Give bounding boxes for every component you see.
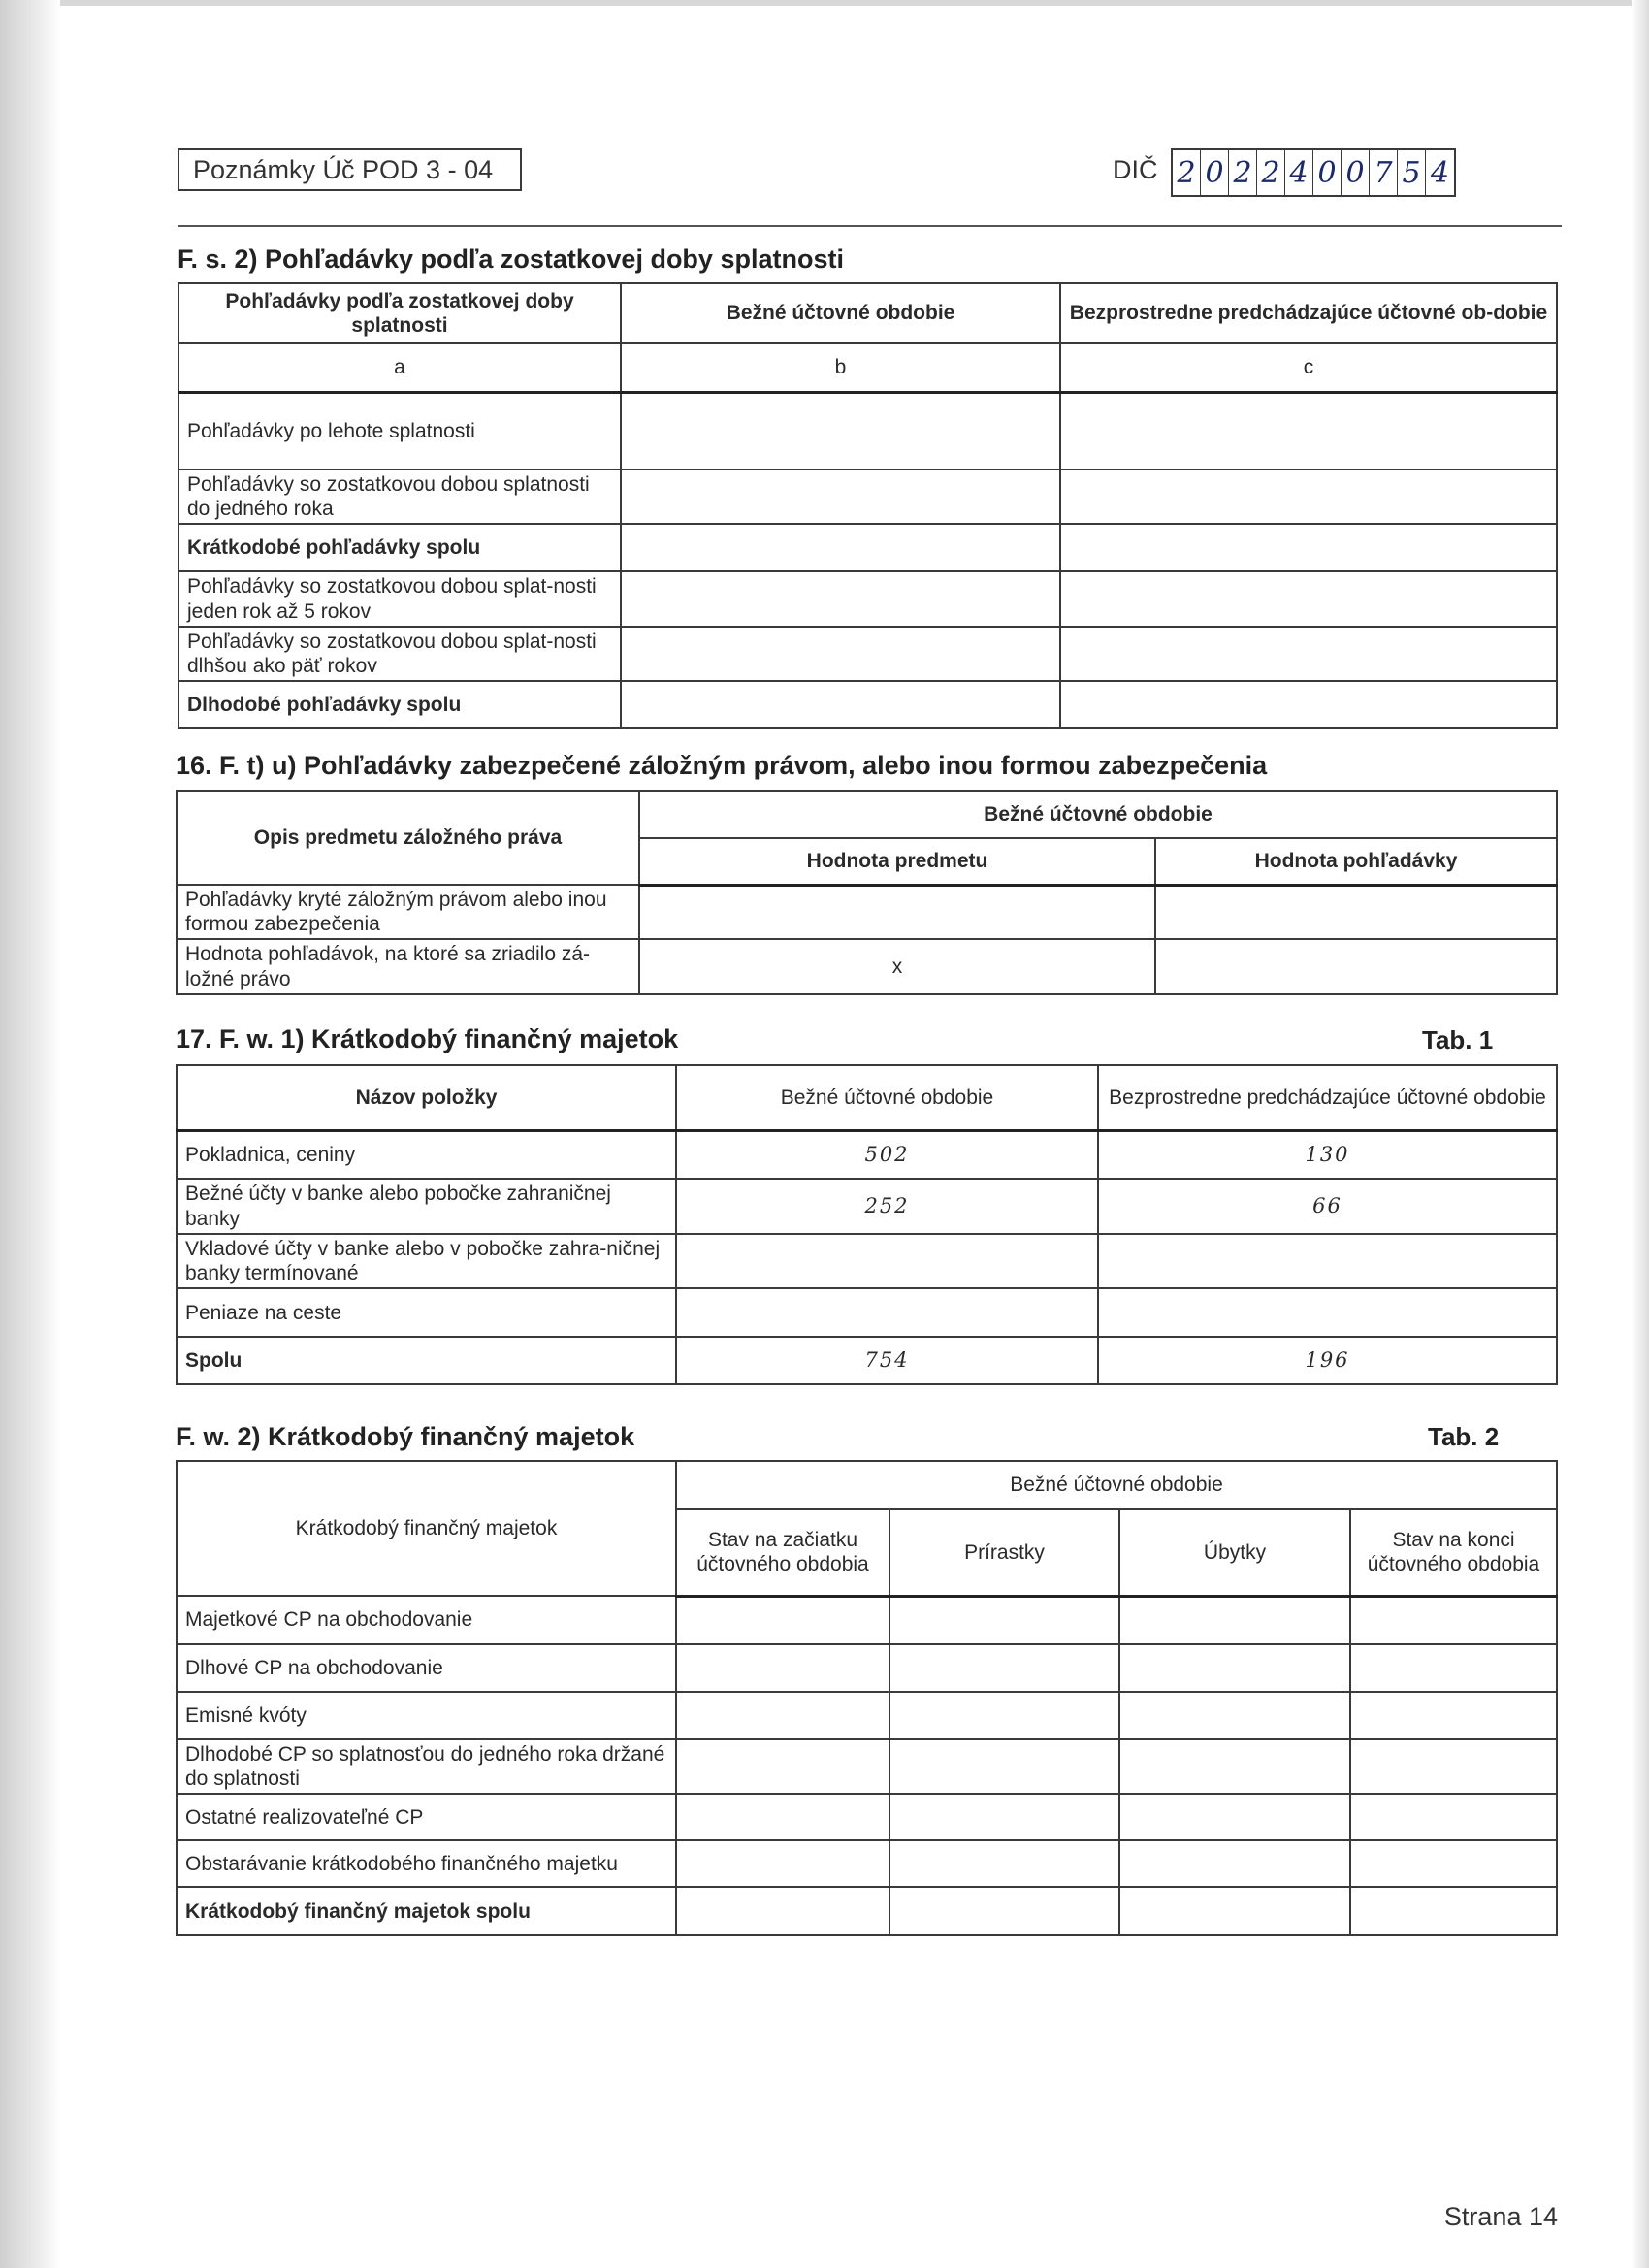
section2-title: 16. F. t) u) Pohľadávky zabezpečené záložným právom, alebo inou formou zabezpečenia xyxy=(176,751,1268,780)
page-top-edge xyxy=(0,0,1649,6)
dic-digit: 4 xyxy=(1430,155,1450,190)
cell-current[interactable]: 502 xyxy=(676,1130,1098,1179)
row-label: Pohľadávky so zostatkovou dobou splat-nosti dlhšou ako päť rokov xyxy=(178,627,621,681)
col-header-a: Opis predmetu záložného práva xyxy=(177,791,639,885)
page-number: Strana 14 xyxy=(1443,2202,1558,2231)
row-label: Hodnota pohľadávok, na ktoré sa zriadilo zá-ložné právo xyxy=(177,939,639,993)
row-label: Krátkodobé pohľadávky spolu xyxy=(178,524,621,571)
col-header-c: Hodnota pohľadávky xyxy=(1155,838,1557,885)
dic-digit: 2 xyxy=(1229,150,1257,195)
row-label: Dlhové CP na obchodovanie xyxy=(177,1644,676,1692)
cell-additions[interactable] xyxy=(889,1692,1119,1739)
cell-additions[interactable] xyxy=(889,1887,1119,1935)
cell-previous[interactable] xyxy=(1060,681,1557,728)
cell-previous[interactable]: 196 xyxy=(1098,1337,1557,1384)
cell-end[interactable] xyxy=(1350,1644,1557,1692)
cell-current[interactable] xyxy=(621,681,1060,728)
dic-digit: 2 xyxy=(1173,150,1201,195)
cell-receivable-value[interactable] xyxy=(1155,885,1557,939)
row-label: Vkladové účty v banke alebo v pobočke zahra-ničnej banky termínované xyxy=(177,1234,676,1288)
col-header-b: Hodnota predmetu xyxy=(639,838,1155,885)
col-letter-b: b xyxy=(621,343,1060,392)
cell-end[interactable] xyxy=(1350,1887,1557,1935)
cell-current[interactable] xyxy=(621,470,1060,524)
row-label: Obstarávanie krátkodobého finančného majetku xyxy=(177,1840,676,1887)
row-label: Emisné kvóty xyxy=(177,1692,676,1739)
cell-start[interactable] xyxy=(676,1692,889,1739)
cell-current[interactable] xyxy=(621,524,1060,571)
dic-digit: 0 xyxy=(1342,150,1370,195)
cell-current[interactable] xyxy=(621,392,1060,470)
cell-current[interactable] xyxy=(621,571,1060,626)
cell-additions[interactable] xyxy=(889,1794,1119,1840)
row-label: Peniaze na ceste xyxy=(177,1288,676,1337)
scan-left-edge xyxy=(0,0,60,2268)
col-header-a: Názov položky xyxy=(177,1065,676,1130)
cell-additions[interactable] xyxy=(889,1596,1119,1644)
col-header-group: Bežné účtovné obdobie xyxy=(639,791,1557,838)
secured-receivables-table xyxy=(176,790,1558,995)
cell-previous[interactable] xyxy=(1060,392,1557,470)
row-label: Pohľadávky so zostatkovou dobou splatnosti do jedného roka xyxy=(178,470,621,524)
short-term-financial-assets-table xyxy=(176,1064,1558,1385)
cell-disposals[interactable] xyxy=(1119,1644,1350,1692)
cell-disposals[interactable] xyxy=(1119,1887,1350,1935)
cell-end[interactable] xyxy=(1350,1596,1557,1644)
section3-title: 17. F. w. 1) Krátkodobý finančný majetok xyxy=(176,1024,679,1053)
cell-start[interactable] xyxy=(676,1887,889,1935)
col-letter-c: c xyxy=(1060,343,1557,392)
cell-current[interactable]: 252 xyxy=(676,1179,1098,1234)
row-label: Dlhodobé pohľadávky spolu xyxy=(178,681,621,728)
receivables-maturity-table xyxy=(178,282,1558,729)
cell-start[interactable] xyxy=(676,1644,889,1692)
col-header-b: Bežné účtovné obdobie xyxy=(621,283,1060,343)
row-label: Pokladnica, ceniny xyxy=(177,1130,676,1179)
cell-additions[interactable] xyxy=(889,1739,1119,1794)
col-header-a: Pohľadávky podľa zostatkovej doby splatnosti xyxy=(178,283,621,343)
cell-current[interactable]: 754 xyxy=(676,1337,1098,1384)
cell-start[interactable] xyxy=(676,1840,889,1887)
form-label-box xyxy=(178,148,522,191)
cell-previous[interactable]: 66 xyxy=(1098,1179,1557,1234)
row-label: Krátkodobý finančný majetok spolu xyxy=(177,1887,676,1935)
col-letter-a: a xyxy=(178,343,621,392)
cell-disposals[interactable] xyxy=(1119,1794,1350,1840)
col-header-start: Stav na začiatku účtovného obdobia xyxy=(676,1509,889,1596)
col-header-c: Bezprostredne predchádzajúce účtovné ob-dobie xyxy=(1060,283,1557,343)
cell-end[interactable] xyxy=(1350,1692,1557,1739)
cell-additions[interactable] xyxy=(889,1644,1119,1692)
dic-digit: 5 xyxy=(1398,150,1426,195)
cell-previous[interactable] xyxy=(1098,1288,1557,1337)
cell-start[interactable] xyxy=(676,1596,889,1644)
cell-receivable-value[interactable] xyxy=(1155,939,1557,993)
row-label: Pohľadávky po lehote splatnosti xyxy=(178,392,621,470)
dic-digit: 2 xyxy=(1257,150,1285,195)
col-header-a: Krátkodobý finančný majetok xyxy=(177,1461,676,1596)
cell-disposals[interactable] xyxy=(1119,1692,1350,1739)
cell-disposals[interactable] xyxy=(1119,1840,1350,1887)
cell-item-value[interactable] xyxy=(639,885,1155,939)
cell-current[interactable] xyxy=(621,627,1060,681)
cell-end[interactable] xyxy=(1350,1840,1557,1887)
cell-previous[interactable] xyxy=(1060,627,1557,681)
dic-digit: 4 xyxy=(1285,150,1313,195)
tab1-label: Tab. 1 xyxy=(1422,1025,1494,1054)
dic-digit: 0 xyxy=(1313,150,1342,195)
cell-previous[interactable] xyxy=(1060,524,1557,571)
col-header-b: Bežné účtovné obdobie xyxy=(676,1065,1098,1130)
dic-boxes xyxy=(1171,148,1456,197)
tab2-label: Tab. 2 xyxy=(1428,1422,1500,1451)
section4-title: F. w. 2) Krátkodobý finančný majetok xyxy=(176,1422,635,1451)
row-label: Spolu xyxy=(177,1337,676,1384)
row-label: Bežné účty v banke alebo pobočke zahraničnej banky xyxy=(177,1179,676,1234)
col-header-c: Bezprostredne predchádzajúce účtovné obdobie xyxy=(1098,1065,1557,1130)
col-header-disposals: Úbytky xyxy=(1119,1509,1350,1596)
row-label: Majetkové CP na obchodovanie xyxy=(177,1596,676,1644)
cell-previous[interactable] xyxy=(1098,1234,1557,1288)
cell-additions[interactable] xyxy=(889,1840,1119,1887)
row-label: Dlhodobé CP so splatnosťou do jedného roka držané do splatnosti xyxy=(177,1739,676,1794)
cell-item-value[interactable]: x xyxy=(639,939,1155,993)
dic-digit: 0 xyxy=(1201,150,1229,195)
financial-assets-movement-table xyxy=(176,1460,1558,1936)
form-label: Poznámky Úč POD 3 - 04 xyxy=(193,154,494,184)
cell-previous[interactable] xyxy=(1060,571,1557,626)
row-label: Pohľadávky so zostatkovou dobou splat-nosti jeden rok až 5 rokov xyxy=(178,571,621,626)
col-header-additions: Prírastky xyxy=(889,1509,1119,1596)
dic-digit: 7 xyxy=(1370,150,1398,195)
cell-previous[interactable]: 130 xyxy=(1098,1130,1557,1179)
row-label: Pohľadávky kryté záložným právom alebo inou formou zabezpečenia xyxy=(177,885,639,939)
cell-end[interactable] xyxy=(1350,1739,1557,1794)
cell-disposals[interactable] xyxy=(1119,1596,1350,1644)
row-label: Ostatné realizovateľné CP xyxy=(177,1794,676,1840)
cell-start[interactable] xyxy=(676,1794,889,1840)
cell-previous[interactable] xyxy=(1060,470,1557,524)
header-divider xyxy=(178,225,1562,227)
scan-right-edge xyxy=(1632,0,1649,2268)
cell-end[interactable] xyxy=(1350,1794,1557,1840)
cell-current[interactable] xyxy=(676,1288,1098,1337)
cell-start[interactable] xyxy=(676,1739,889,1794)
section1-title: F. s. 2) Pohľadávky podľa zostatkovej doby splatnosti xyxy=(178,244,844,274)
dic-label: DIČ xyxy=(1113,155,1158,184)
cell-disposals[interactable] xyxy=(1119,1739,1350,1794)
cell-current[interactable] xyxy=(676,1234,1098,1288)
col-header-end: Stav na konci účtovného obdobia xyxy=(1350,1509,1557,1596)
col-header-group: Bežné účtovné obdobie xyxy=(676,1461,1557,1509)
